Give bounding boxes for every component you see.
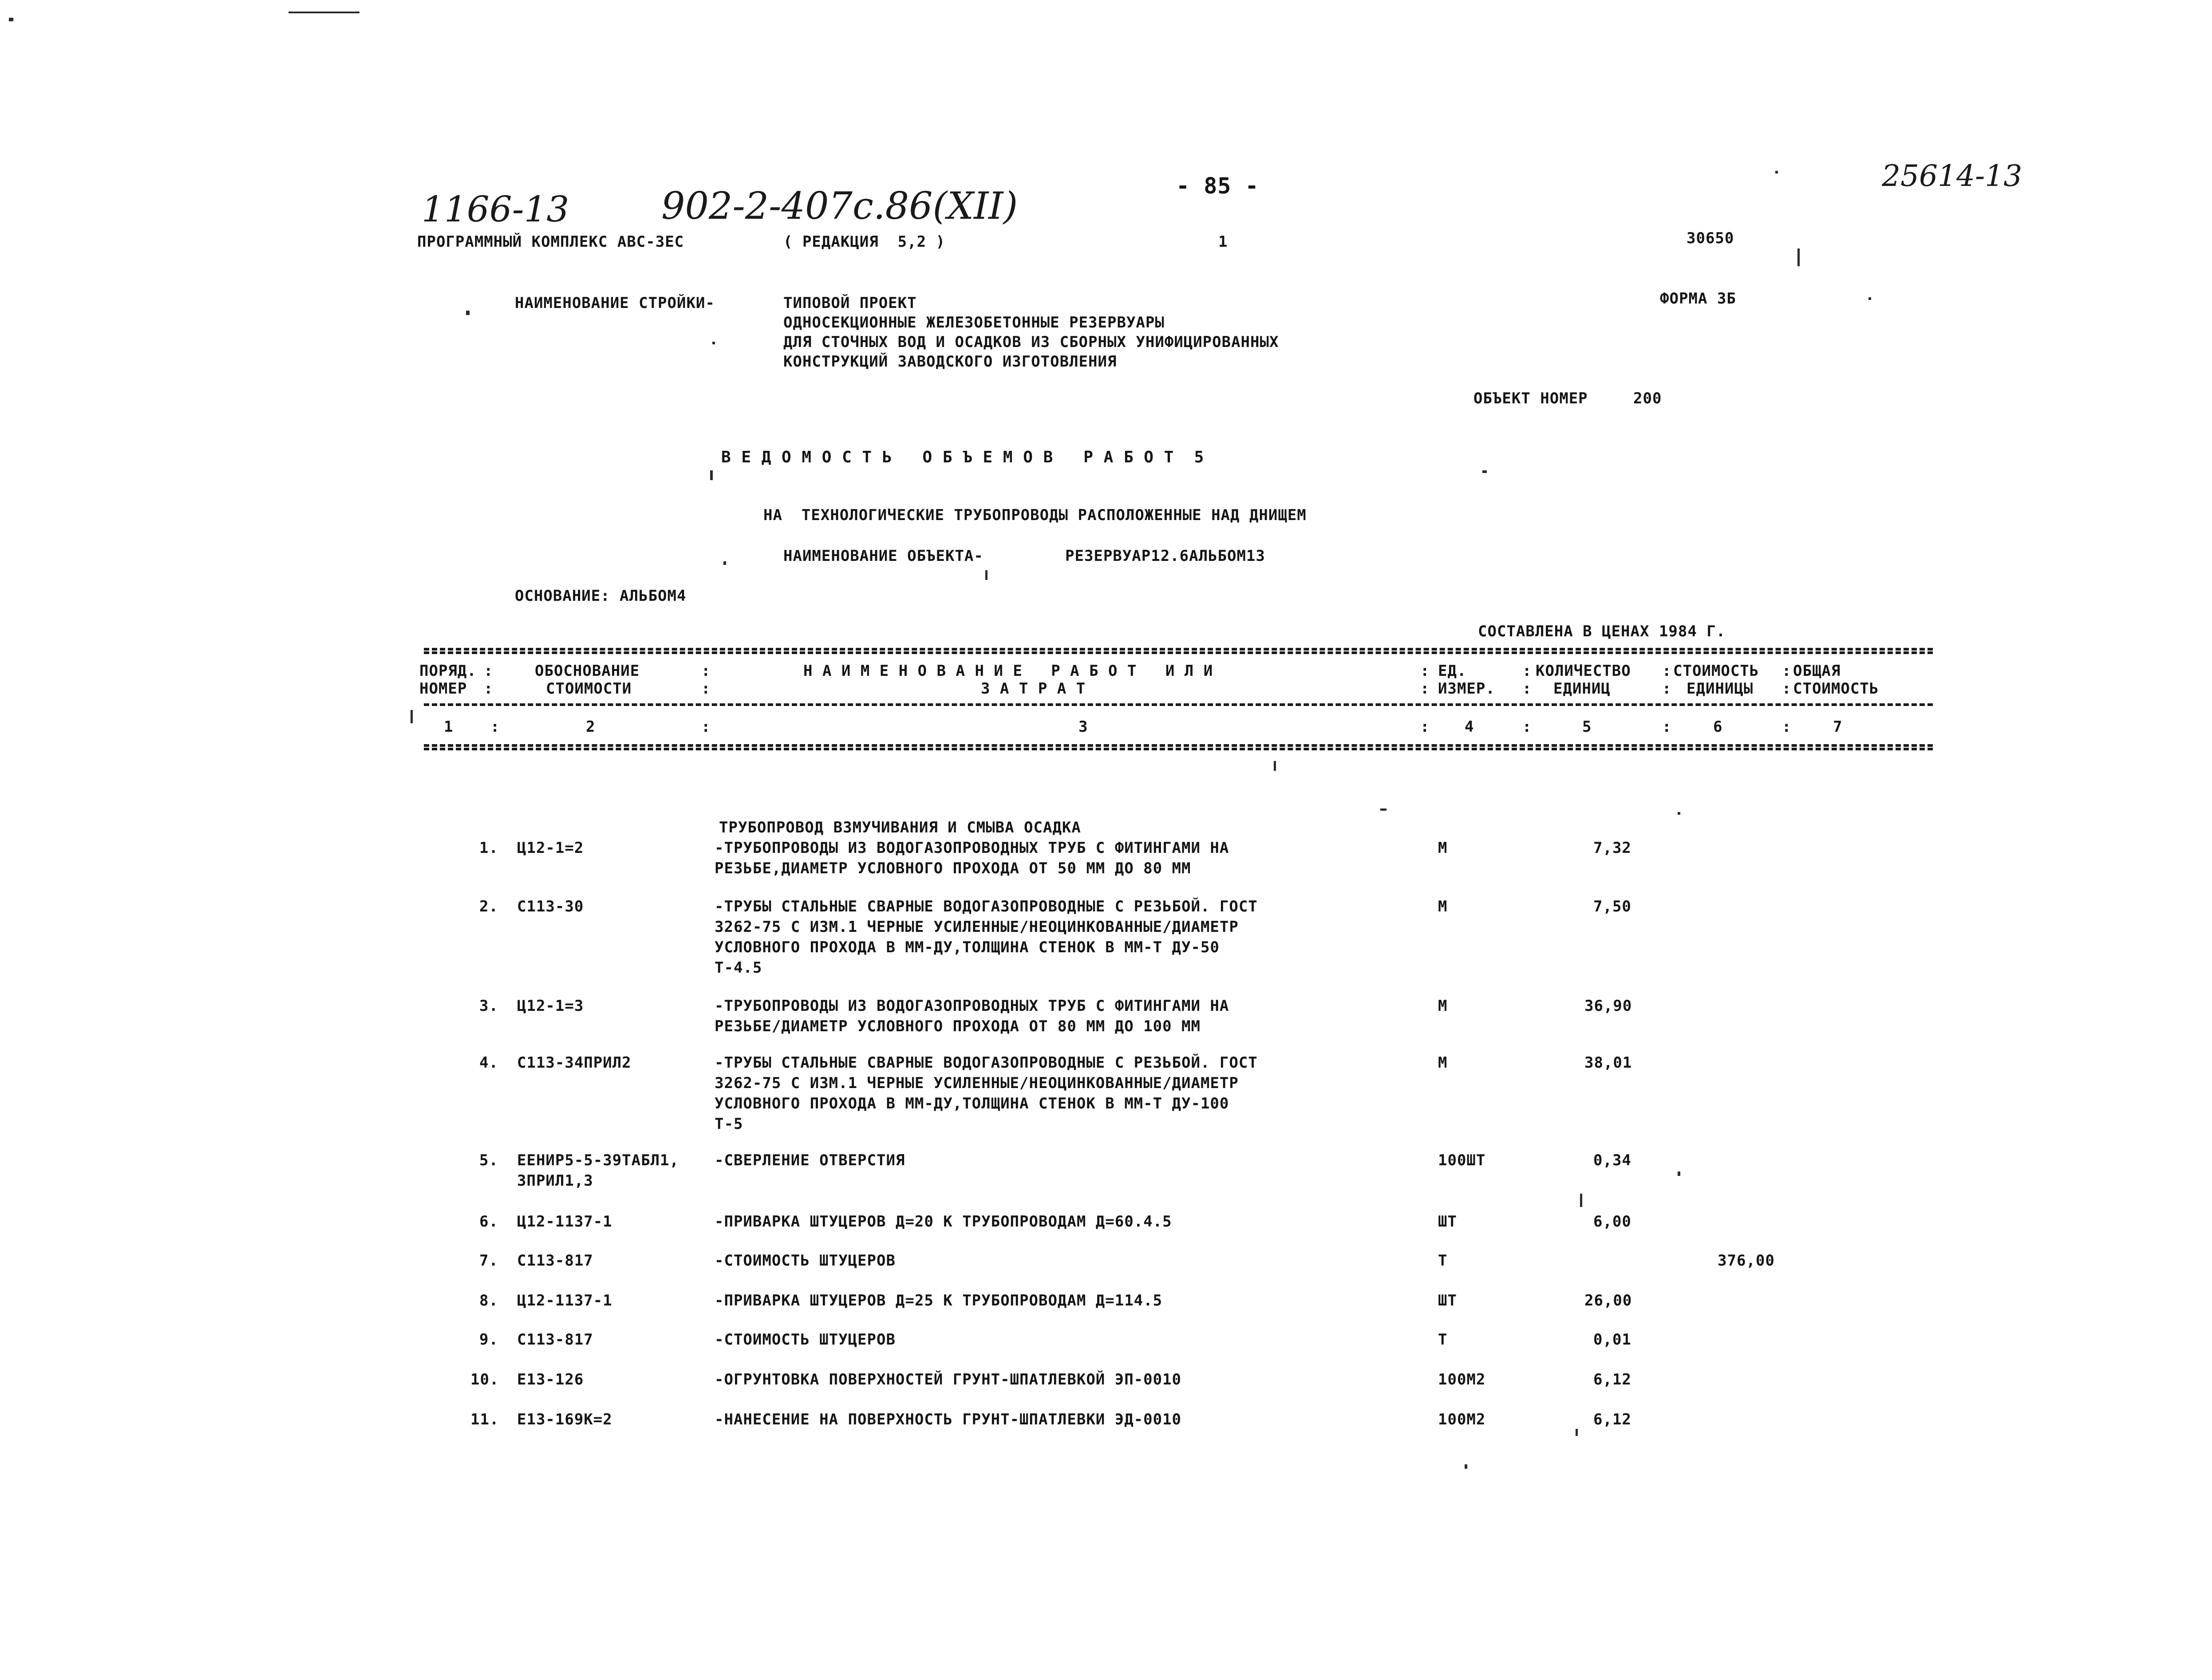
table-row bbox=[0, 1329, 2212, 1349]
table-row bbox=[0, 1369, 2212, 1388]
table-rule-mid bbox=[424, 703, 1933, 706]
header-unit-2: ИЗМЕР. bbox=[1438, 680, 1495, 698]
row-unit: М bbox=[1438, 839, 1448, 857]
row-code: Е13-169К=2 bbox=[517, 1411, 612, 1428]
row-desc-line: -ПРИВАРКА ШТУЦЕРОВ Д=25 К ТРУБОПРОВОДАМ Д=114.5 bbox=[715, 1292, 1163, 1309]
header-sep-1a: : bbox=[484, 662, 494, 680]
row-desc-line: -ТРУБЫ СТАЛЬНЫЕ СВАРНЫЕ ВОДОГАЗОПРОВОДНЫЕ С РЕЗЬБОЙ. ГОСТ bbox=[715, 1054, 1258, 1072]
prices-note: СОСТАВЛЕНА В ЦЕНАХ 1984 Г. bbox=[1478, 623, 1726, 640]
row-qty: 38,01 bbox=[1584, 1054, 1632, 1072]
header-basis-1: ОБОСНОВАНИЕ bbox=[535, 662, 640, 680]
row-unit: ШТ bbox=[1438, 1292, 1457, 1309]
scan-dot bbox=[411, 710, 413, 723]
header-name-1: Н А И М Е Н О В А Н И Е Р А Б О Т И Л И bbox=[803, 662, 1213, 680]
row-qty: 36,90 bbox=[1584, 997, 1632, 1015]
row-desc-line: -ТРУБЫ СТАЛЬНЫЕ СВАРНЫЕ ВОДОГАЗОПРОВОДНЫЕ С РЕЗЬБОЙ. ГОСТ bbox=[715, 898, 1258, 915]
colnum-3: 3 bbox=[1078, 718, 1088, 736]
colnum-7: 7 bbox=[1833, 718, 1843, 736]
edition: ( РЕДАКЦИЯ 5,2 ) bbox=[783, 233, 945, 251]
row-desc-line: -ПРИВАРКА ШТУЦЕРОВ Д=20 К ТРУБОПРОВОДАМ Д=60.4.5 bbox=[715, 1213, 1172, 1230]
row-desc-line: -СВЕРЛЕНИЕ ОТВЕРСТИЯ bbox=[715, 1152, 905, 1169]
row-code: Е13-126 bbox=[517, 1371, 584, 1388]
row-qty: 0,34 bbox=[1593, 1152, 1631, 1169]
row-unit: Т bbox=[1438, 1331, 1448, 1349]
row-code: С113-34ПРИЛ2 bbox=[517, 1054, 632, 1072]
row-number: 8. bbox=[479, 1292, 498, 1309]
row-unit: 100М2 bbox=[1438, 1411, 1486, 1428]
colnum-6: 6 bbox=[1713, 718, 1723, 736]
scan-dot bbox=[1274, 761, 1276, 771]
scan-dot bbox=[1380, 808, 1386, 811]
row-desc-line: -СТОИМОСТЬ ШТУЦЕРОВ bbox=[715, 1252, 896, 1270]
archive-number: 1166-13 bbox=[422, 189, 569, 230]
scan-mark bbox=[288, 12, 359, 13]
object-name-value: РЕЗЕРВУАР12.6АЛЬБОМ13 bbox=[1065, 547, 1265, 565]
header-price-1: СТОИМОСТЬ bbox=[1673, 662, 1759, 680]
row-unit: 100М2 bbox=[1438, 1371, 1486, 1388]
right-archive-number: 25614-13 bbox=[1882, 159, 2022, 193]
colnum-2: 2 bbox=[586, 718, 596, 736]
program-name: ПРОГРАММНЫЙ КОМПЛЕКС АВС-3ЕС bbox=[417, 233, 684, 251]
basis: ОСНОВАНИЕ: АЛЬБОМ4 bbox=[515, 587, 687, 605]
colnum-sep-4: : bbox=[1522, 718, 1532, 736]
row-number: 1. bbox=[479, 839, 498, 857]
header-sep-4a: : bbox=[1522, 662, 1532, 680]
document-code: 30650 bbox=[1687, 229, 1734, 247]
row-code: Ц12-1=2 bbox=[517, 839, 584, 857]
colnum-sep-6: : bbox=[1782, 718, 1792, 736]
table-rule-top bbox=[424, 648, 1933, 651]
colnum-sep-5: : bbox=[1662, 718, 1672, 736]
object-number-value: 200 bbox=[1633, 390, 1662, 407]
header-basis-2: СТОИМОСТИ bbox=[546, 680, 632, 698]
header-sep-3a: : bbox=[1420, 662, 1430, 680]
header-sep-6a: : bbox=[1782, 662, 1792, 680]
row-desc-line: 3262-75 С ИЗМ.1 ЧЕРНЫЕ УСИЛЕННЫЕ/НЕОЦИНКОВАННЫЕ/ДИАМЕТР bbox=[715, 918, 1239, 936]
row-desc-line: 3262-75 С ИЗМ.1 ЧЕРНЫЕ УСИЛЕННЫЕ/НЕОЦИНКОВАННЫЕ/ДИАМЕТР bbox=[715, 1074, 1239, 1092]
construction-line-1: ТИПОВОЙ ПРОЕКТ bbox=[783, 294, 917, 312]
row-desc-line: -НАНЕСЕНИЕ НА ПОВЕРХНОСТЬ ГРУНТ-ШПАТЛЕВКИ ЭД-0010 bbox=[715, 1411, 1182, 1428]
header-order-2: НОМЕР bbox=[419, 680, 467, 698]
scan-dot bbox=[1465, 1464, 1467, 1469]
row-desc-line: Т-5 bbox=[715, 1115, 743, 1133]
scan-dot bbox=[985, 570, 987, 580]
colnum-sep-3: : bbox=[1420, 718, 1430, 736]
scan-dot bbox=[9, 18, 13, 21]
row-number: 4. bbox=[479, 1054, 498, 1072]
row-desc-line: -СТОИМОСТЬ ШТУЦЕРОВ bbox=[715, 1331, 896, 1349]
row-desc-line: -ТРУБОПРОВОДЫ ИЗ ВОДОГАЗОПРОВОДНЫХ ТРУБ С ФИТИНГАМИ НА bbox=[715, 997, 1229, 1015]
header-sep-4b: : bbox=[1522, 680, 1532, 698]
statement-subject: НА ТЕХНОЛОГИЧЕСКИЕ ТРУБОПРОВОДЫ РАСПОЛОЖЕННЫЕ НАД ДНИЩЕМ bbox=[763, 506, 1307, 524]
table-rule-bottom bbox=[424, 744, 1933, 747]
row-desc-line: -ТРУБОПРОВОДЫ ИЗ ВОДОГАЗОПРОВОДНЫХ ТРУБ С ФИТИНГАМИ НА bbox=[715, 839, 1229, 857]
row-code: Ц12-1=3 bbox=[517, 997, 584, 1015]
row-unit: 100ШТ bbox=[1438, 1152, 1486, 1169]
row-qty: 6,00 bbox=[1593, 1213, 1631, 1230]
header-sep-2a: : bbox=[701, 662, 711, 680]
table-row bbox=[0, 896, 2212, 977]
section-title: ТРУБОПРОВОД ВЗМУЧИВАНИЯ И СМЫВА ОСАДКА bbox=[719, 819, 1081, 836]
scan-dot bbox=[1775, 171, 1778, 174]
row-unit: М bbox=[1438, 997, 1448, 1015]
header-sep-6b: : bbox=[1782, 680, 1792, 698]
table-row bbox=[0, 1250, 2212, 1270]
row-code: Ц12-1137-1 bbox=[517, 1213, 612, 1230]
scan-dot bbox=[1678, 1171, 1680, 1176]
row-total: 376,00 bbox=[1718, 1252, 1775, 1270]
row-unit: Т bbox=[1438, 1252, 1448, 1270]
table-row bbox=[0, 1290, 2212, 1309]
row-code: С113-817 bbox=[517, 1252, 593, 1270]
header-total-1: ОБЩАЯ bbox=[1793, 662, 1841, 680]
header-qty-2: ЕДИНИЦ bbox=[1553, 680, 1611, 698]
header-price-2: ЕДИНИЦЫ bbox=[1687, 680, 1754, 698]
header-sep-2b: : bbox=[701, 680, 711, 698]
row-desc-line: УСЛОВНОГО ПРОХОДА В ММ-ДУ,ТОЛЩИНА СТЕНОК В ММ-Т ДУ-50 bbox=[715, 939, 1220, 956]
row-qty: 6,12 bbox=[1593, 1371, 1631, 1388]
table-rule-bottom-2 bbox=[424, 748, 1933, 750]
row-desc-line: РЕЗЬБЕ/ДИАМЕТР УСЛОВНОГО ПРОХОДА ОТ 80 ММ ДО 100 ММ bbox=[715, 1017, 1201, 1035]
header-order-1: ПОРЯД. bbox=[419, 662, 477, 680]
row-desc-line: УСЛОВНОГО ПРОХОДА В ММ-ДУ,ТОЛЩИНА СТЕНОК В ММ-Т ДУ-100 bbox=[715, 1095, 1229, 1112]
header-sep-1b: : bbox=[484, 680, 494, 698]
row-desc-line: Т-4.5 bbox=[715, 959, 762, 977]
statement-title: В Е Д О М О С Т Ь О Б Ъ Е М О В Р А Б О Т 5 bbox=[721, 448, 1205, 466]
construction-line-3: ДЛЯ СТОЧНЫХ ВОД И ОСАДКОВ ИЗ СБОРНЫХ УНИФИЦИРОВАННЫХ bbox=[783, 333, 1279, 351]
row-unit: М bbox=[1438, 1054, 1448, 1072]
row-code: С113-817 bbox=[517, 1331, 593, 1349]
scan-dot bbox=[466, 311, 470, 315]
header-name-2: З А Т Р А Т bbox=[981, 680, 1086, 698]
row-code-continued: 3ПРИЛ1,3 bbox=[517, 1172, 593, 1190]
colnum-5: 5 bbox=[1582, 718, 1592, 736]
scan-dot bbox=[1576, 1429, 1578, 1436]
header-total-2: СТОИМОСТЬ bbox=[1793, 680, 1879, 698]
row-number: 10. bbox=[470, 1371, 499, 1388]
scan-dot bbox=[712, 342, 715, 344]
colnum-sep-1: : bbox=[490, 718, 500, 736]
scan-dot bbox=[1868, 297, 1871, 300]
scan-dot bbox=[723, 561, 726, 565]
row-qty: 7,50 bbox=[1593, 898, 1631, 915]
colnum-sep-2: : bbox=[701, 718, 711, 736]
colnum-1: 1 bbox=[444, 718, 454, 736]
construction-line-2: ОДНОСЕКЦИОННЫЕ ЖЕЛЕЗОБЕТОННЫЕ РЕЗЕРВУАРЫ bbox=[783, 314, 1165, 331]
construction-line-4: КОНСТРУКЦИЙ ЗАВОДСКОГО ИЗГОТОВЛЕНИЯ bbox=[783, 353, 1117, 371]
row-qty: 6,12 bbox=[1593, 1411, 1631, 1428]
scan-dot bbox=[1797, 248, 1800, 266]
object-name-label: НАИМЕНОВАНИЕ ОБЪЕКТА- bbox=[783, 547, 984, 565]
header-unit-1: ЕД. bbox=[1438, 662, 1467, 680]
project-code: 902-2-407с.86(XII) bbox=[661, 184, 1018, 228]
header-sep-3b: : bbox=[1420, 680, 1430, 698]
row-number: 9. bbox=[479, 1331, 498, 1349]
row-unit: ШТ bbox=[1438, 1213, 1457, 1230]
row-qty: 7,32 bbox=[1593, 839, 1631, 857]
row-desc-line: РЕЗЬБЕ,ДИАМЕТР УСЛОВНОГО ПРОХОДА ОТ 50 ММ ДО 80 ММ bbox=[715, 860, 1191, 877]
row-number: 3. bbox=[479, 997, 498, 1015]
scan-dot bbox=[710, 470, 713, 480]
header-qty-1: КОЛИЧЕСТВО bbox=[1536, 662, 1631, 680]
scan-dot bbox=[1482, 470, 1487, 473]
header-sep-5b: : bbox=[1662, 680, 1672, 698]
row-qty: 0,01 bbox=[1593, 1331, 1631, 1349]
row-desc-line: -ОГРУНТОВКА ПОВЕРХНОСТЕЙ ГРУНТ-ШПАТЛЕВКОЙ ЭП-0010 bbox=[715, 1371, 1182, 1388]
page-mark: 1 bbox=[1218, 233, 1228, 251]
construction-label: НАИМЕНОВАНИЕ СТРОЙКИ- bbox=[515, 294, 715, 312]
scan-dot bbox=[1580, 1194, 1582, 1207]
row-code: ЕЕНИР5-5-39ТАБЛ1, bbox=[517, 1152, 679, 1169]
row-number: 7. bbox=[479, 1252, 498, 1270]
table-row bbox=[0, 1150, 2212, 1190]
form-label: ФОРМА 3Б bbox=[1660, 290, 1736, 308]
row-number: 2. bbox=[479, 898, 498, 915]
row-code: С113-30 bbox=[517, 898, 584, 915]
scan-dot bbox=[1678, 812, 1680, 815]
table-rule-top-2 bbox=[424, 651, 1933, 654]
table-row bbox=[0, 1211, 2212, 1230]
header-sep-5a: : bbox=[1662, 662, 1672, 680]
row-unit: М bbox=[1438, 898, 1448, 915]
row-number: 11. bbox=[470, 1411, 499, 1428]
row-code: Ц12-1137-1 bbox=[517, 1292, 612, 1309]
page-number: - 85 - bbox=[1176, 173, 1259, 199]
row-number: 5. bbox=[479, 1152, 498, 1169]
table-row bbox=[0, 1409, 2212, 1428]
row-number: 6. bbox=[479, 1213, 498, 1230]
object-number-label: ОБЪЕКТ НОМЕР bbox=[1473, 390, 1588, 407]
colnum-4: 4 bbox=[1465, 718, 1474, 736]
row-qty: 26,00 bbox=[1584, 1292, 1632, 1309]
